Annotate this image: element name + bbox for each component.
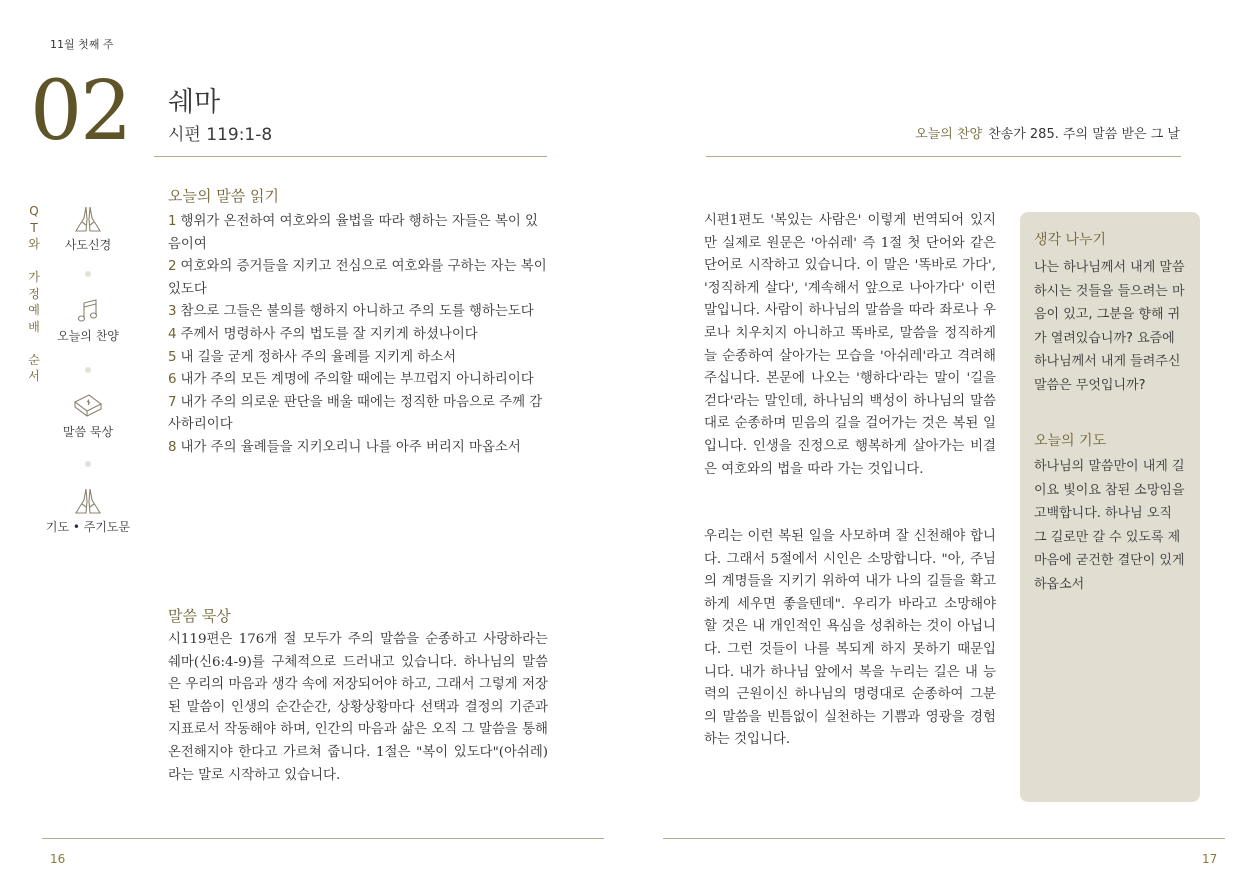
day-number: 02 (30, 64, 131, 159)
bible-icon (72, 392, 104, 420)
nav-item-prayer (38, 487, 138, 535)
reflection-box (1020, 212, 1200, 802)
page-number-left: 16 (50, 852, 66, 866)
page-number-right: 17 (1202, 852, 1218, 866)
verse-list (168, 211, 548, 460)
footer-divider-left (42, 838, 604, 839)
hymn-text: 찬송가 285. 주의 말씀 받은 그 날 (988, 127, 1180, 142)
nav-separator-dot (85, 367, 91, 373)
nav-label-meditation: 말씀 묵상 (62, 425, 114, 439)
commentary-paragraph-2: 우리는 이런 복된 일을 사모하며 잘 신천해야 합니다. 그래서 5절에서 시인은 소망합니다. "아, 주님의 계명들을 지키기 위하여 내가 나의 길들을 확고하게 세우면 좋을텐데". 우리가 바라고 소망해야 할 것은 내 개인적인 욕심을 성취하는 것이 아닙니다. 그런 것들이 나를 복되게 하지 못하기 때문입니다. 내가 하나님 앞에서 복을 누리는 길은 내 능력의 근원이신 하나님의 명령대로 순종하여 그분의 말씀을 빈틈없이 실천하는 기쁨과 영광을 경험하는 것입니다. (704, 529, 996, 748)
meditation-section-title: 말씀 묵상 (168, 607, 231, 625)
praying-hands-icon (73, 205, 103, 233)
reading-section-title: 오늘의 말씀 읽기 (168, 187, 279, 205)
nav-separator-dot (85, 271, 91, 277)
praying-hands-icon (73, 487, 103, 515)
nav-item-creed (38, 205, 138, 253)
page-title: 쉐마 (168, 87, 221, 118)
verse-item: 3 참으로 그들은 불의를 행하지 아니하고 주의 도를 행하는도다 (168, 304, 534, 320)
hymn-label: 오늘의 찬양 (915, 127, 983, 142)
header-divider-left (154, 156, 547, 157)
scripture-reference: 시편 119:1-8 (168, 125, 273, 145)
nav-label-hymn: 오늘의 찬양 (57, 329, 119, 343)
verse-item: 2 여호와의 증거들을 지키고 전심으로 여호와를 구하는 자는 복이 있도다 (168, 259, 547, 297)
side-vertical-label: Q T 와 가 정 예 배 순 서 (28, 204, 40, 383)
header-divider-right (706, 156, 1181, 157)
nav-item-meditation (38, 392, 138, 440)
nav-item-hymn (38, 298, 138, 344)
verse-item: 4 주께서 명령하사 주의 법도를 잘 지키게 하셨나이다 (168, 326, 478, 342)
music-note-icon (76, 298, 100, 324)
share-title: 생각 나누기 (1034, 232, 1107, 248)
prayer-text: 하나님의 말씀만이 내게 길이요 빛이요 참된 소망임을 고백합니다. 하나님 오직 그 길로만 갈 수 있도록 제 마음에 굳건한 결단이 있게 하옵소서 (1034, 459, 1185, 592)
week-label: 11월 첫째 주 (50, 38, 114, 51)
prayer-title: 오늘의 기도 (1034, 433, 1107, 449)
meditation-text: 시119편은 176개 절 모두가 주의 말씀을 순종하고 사랑하라는 쉐마(신6:4-9)를 구체적으로 드러내고 있습니다. 하나님의 말씀은 우리의 마음과 생각 속에 저장되어야 하고, 그래서 그렇게 저장된 말씀이 인생의 순간순간, 상황상황마다 선택과 결정의 기준과 지표로서 작동해야 하며, 인간의 마음과 삶은 오직 그 말씀을 통해 온전해지야 한다고 가르쳐 줍니다. 1절은 "복이 있도다"(아쉬레)라는 말로 시작하고 있습니다. (168, 632, 548, 783)
verse-item: 8 내가 주의 율례들을 지키오리니 나를 아주 버리지 마옵소서 (168, 439, 521, 455)
share-text: 나는 하나님께서 내게 말씀하시는 것들을 들으려는 마음이 있고, 그분을 향해 귀가 열려있습니까? 요즘에 하나님께서 내게 들려주신 말씀은 무엇입니까? (1034, 260, 1185, 393)
nav-separator-dot (85, 461, 91, 467)
verse-item: 6 내가 주의 모든 계명에 주의할 때에는 부끄럽지 아니하리이다 (168, 372, 534, 388)
nav-label-prayer: 기도 • 주기도문 (45, 520, 131, 534)
nav-label-creed: 사도신경 (64, 238, 112, 252)
verse-item: 1 행위가 온전하여 여호와의 율법을 따라 행하는 자들은 복이 있음이여 (168, 214, 538, 252)
commentary-paragraph-1: 시편1편도 '복있는 사람은' 이렇게 번역되어 있지만 실제로 원문은 '아쉬레' 즉 1절 첫 단어와 같은 단어로 시작하고 있습니다. 이 말은 '똑바로 가다', '정직하게 살다', '계속해서 앞으로 나아가다' 이런 말입니다. 사람이 하나님의 말씀을 따라 좌로나 우로나 치우치지 아니하고 똑바로, 말씀을 정직하게 늘 순종하여 살아가는 모습을 '아쉬레'라고 격려해 주십니다. 본문에 나오는 '행하다'라는 말이 '길을 걷다'라는 말인데, 하나님의 백성이 하나님의 말씀대로 순종하며 믿음의 길을 걸어가는 것은 복된 일입니다. 인생을 진정으로 행복하게 살아가는 비결은 여호와의 법을 따라 가는 것입니다. (704, 213, 996, 477)
footer-divider-right (663, 838, 1225, 839)
verse-item: 7 내가 주의 의로운 판단을 배울 때에는 정직한 마음으로 주께 감사하리이다 (168, 394, 543, 433)
hymn-line (915, 123, 1180, 142)
verse-item: 5 내 길을 굳게 정하사 주의 율례를 지키게 하소서 (168, 349, 457, 365)
